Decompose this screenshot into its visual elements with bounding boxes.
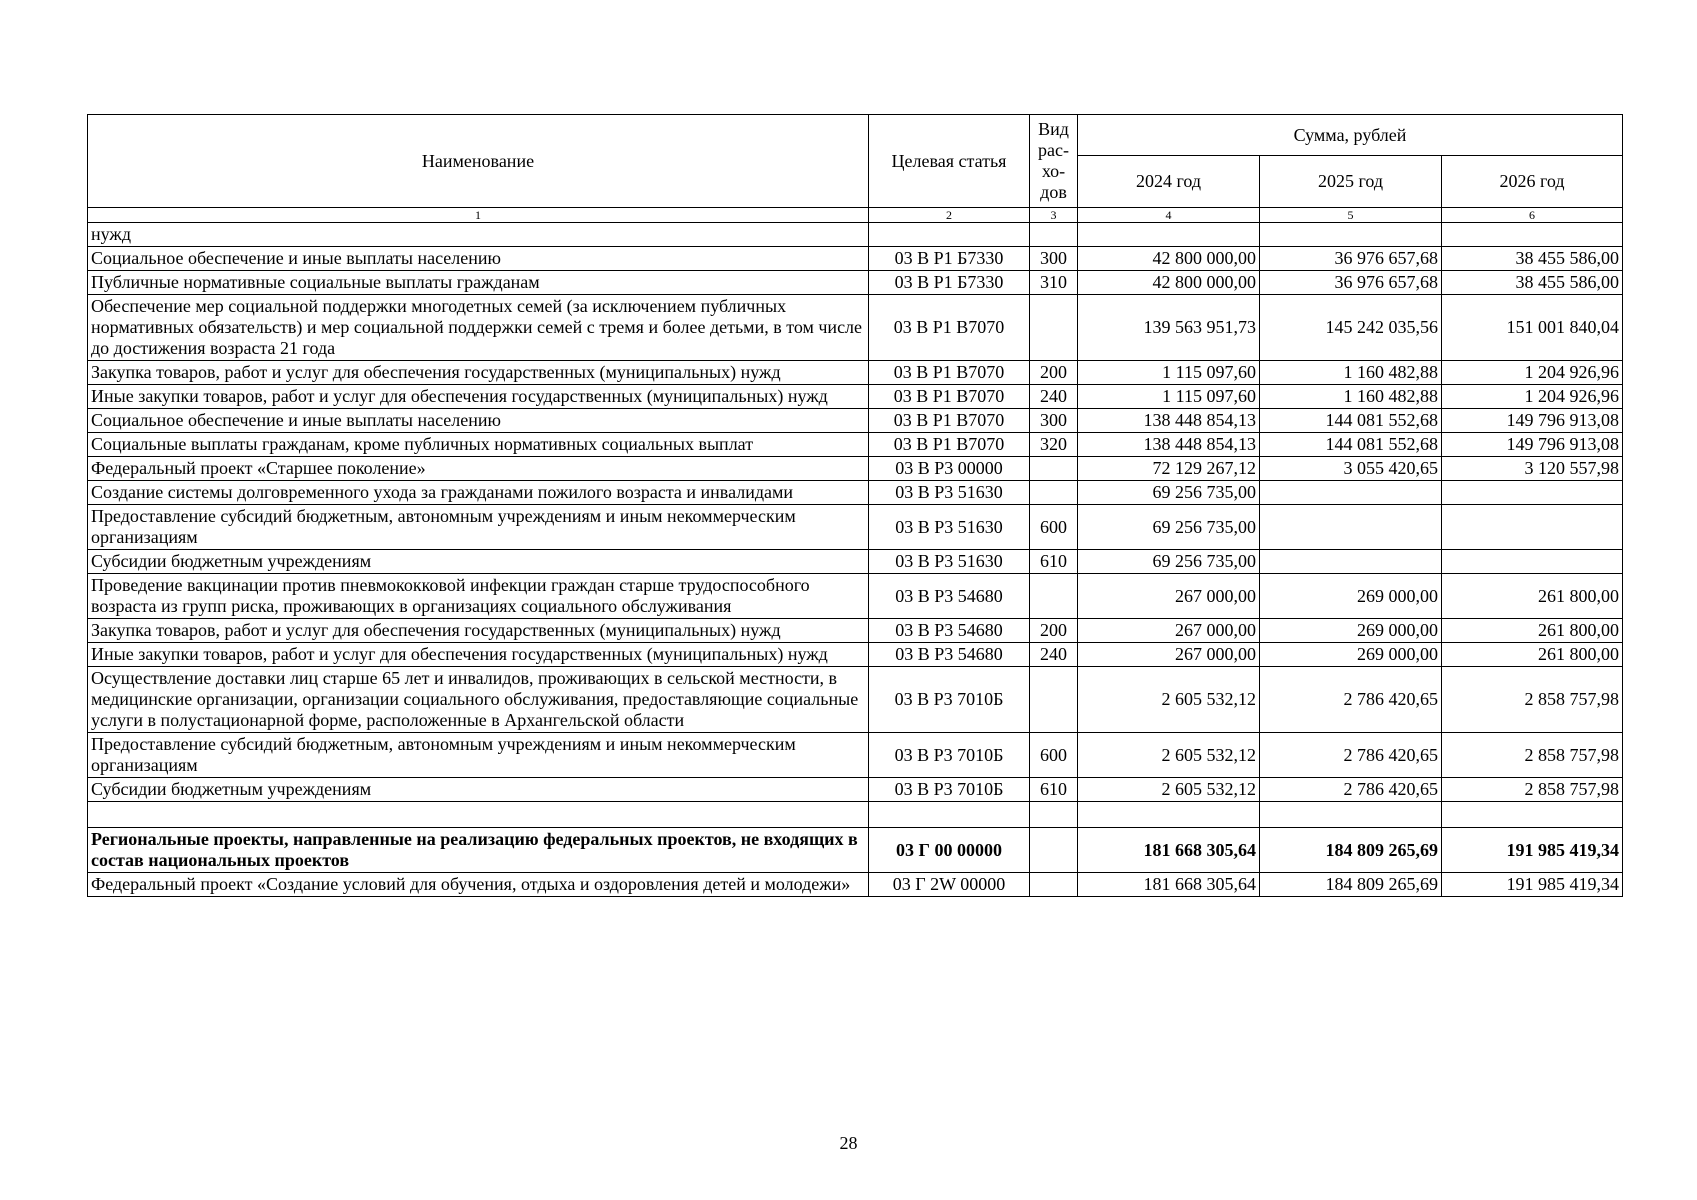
cell-sum-2026: 1 204 926,96 [1442, 385, 1623, 409]
cell-sum-2024: 267 000,00 [1078, 643, 1260, 667]
header-name: Наименование [88, 115, 869, 208]
cell-name: Предоставление субсидий бюджетным, автономным учреждениям и иным некоммерческим организациям [88, 505, 869, 550]
cell-name [88, 802, 869, 828]
cell-name: Социальное обеспечение и иные выплаты населению [88, 409, 869, 433]
cell-sum-2026: 38 455 586,00 [1442, 247, 1623, 271]
cell-name: Субсидии бюджетным учреждениям [88, 778, 869, 802]
header-vid-line1: Вид [1038, 119, 1069, 139]
cell-expense-type: 200 [1030, 361, 1078, 385]
cell-target-code: 03 В Р1 В7070 [869, 295, 1030, 361]
cell-sum-2024: 69 256 735,00 [1078, 481, 1260, 505]
cell-expense-type [1030, 457, 1078, 481]
cell-sum-2026: 191 985 419,34 [1442, 873, 1623, 897]
cell-sum-2026 [1442, 223, 1623, 247]
cell-sum-2024 [1078, 802, 1260, 828]
cell-sum-2024: 2 605 532,12 [1078, 733, 1260, 778]
cell-sum-2024: 138 448 854,13 [1078, 433, 1260, 457]
cell-sum-2025: 36 976 657,68 [1260, 271, 1442, 295]
cell-sum-2024: 138 448 854,13 [1078, 409, 1260, 433]
cell-name: Проведение вакцинации против пневмококковой инфекции граждан старше трудоспособного возраста из групп риска, проживающих в организациях социального обслуживания [88, 574, 869, 619]
cell-sum-2026: 149 796 913,08 [1442, 433, 1623, 457]
cell-sum-2025: 1 160 482,88 [1260, 361, 1442, 385]
cell-sum-2025: 36 976 657,68 [1260, 247, 1442, 271]
cell-target-code: 03 В Р1 В7070 [869, 433, 1030, 457]
cell-sum-2025 [1260, 223, 1442, 247]
cell-expense-type [1030, 873, 1078, 897]
cell-sum-2024: 2 605 532,12 [1078, 778, 1260, 802]
cell-sum-2025 [1260, 802, 1442, 828]
table-row [88, 667, 1623, 733]
cell-name: Социальные выплаты гражданам, кроме публичных нормативных социальных выплат [88, 433, 869, 457]
cell-sum-2024: 1 115 097,60 [1078, 361, 1260, 385]
cell-sum-2025: 144 081 552,68 [1260, 409, 1442, 433]
table-row [88, 457, 1623, 481]
cell-sum-2026: 38 455 586,00 [1442, 271, 1623, 295]
cell-name: Предоставление субсидий бюджетным, автономным учреждениям и иным некоммерческим организациям [88, 733, 869, 778]
table-row [88, 574, 1623, 619]
table-row [88, 643, 1623, 667]
cell-target-code [869, 802, 1030, 828]
cell-name: Иные закупки товаров, работ и услуг для обеспечения государственных (муниципальных) нужд [88, 385, 869, 409]
table-row [88, 619, 1623, 643]
cell-sum-2026: 261 800,00 [1442, 643, 1623, 667]
table-row [88, 481, 1623, 505]
table-row [88, 505, 1623, 550]
cell-target-code: 03 В Р3 7010Б [869, 733, 1030, 778]
cell-expense-type [1030, 802, 1078, 828]
cell-name: Федеральный проект «Старшее поколение» [88, 457, 869, 481]
cell-sum-2026 [1442, 802, 1623, 828]
cell-target-code: 03 В Р3 7010Б [869, 667, 1030, 733]
cell-target-code: 03 В Р1 Б7330 [869, 271, 1030, 295]
header-year-2024: 2024 год [1078, 156, 1260, 208]
cell-target-code: 03 В Р1 Б7330 [869, 247, 1030, 271]
cell-name: Социальное обеспечение и иные выплаты населению [88, 247, 869, 271]
cell-target-code: 03 В Р3 54680 [869, 574, 1030, 619]
cell-target-code: 03 В Р1 В7070 [869, 361, 1030, 385]
table-row [88, 733, 1623, 778]
column-number: 5 [1260, 208, 1442, 223]
cell-sum-2026 [1442, 481, 1623, 505]
cell-expense-type: 600 [1030, 733, 1078, 778]
cell-name: Обеспечение мер социальной поддержки многодетных семей (за исключением публичных нормативных обязательств) и мер социальной поддержки семей с тремя и более детьми, в том числе до достижения возраста 21 года [88, 295, 869, 361]
cell-target-code: 03 В Р1 В7070 [869, 409, 1030, 433]
column-numbers-row [88, 208, 1623, 223]
column-number: 6 [1442, 208, 1623, 223]
table-row [88, 409, 1623, 433]
cell-sum-2026: 2 858 757,98 [1442, 778, 1623, 802]
cell-sum-2026: 3 120 557,98 [1442, 457, 1623, 481]
cell-target-code: 03 В Р3 54680 [869, 619, 1030, 643]
cell-target-code: 03 В Р3 00000 [869, 457, 1030, 481]
cell-name: Иные закупки товаров, работ и услуг для обеспечения государственных (муниципальных) нужд [88, 643, 869, 667]
column-number: 2 [869, 208, 1030, 223]
cell-sum-2025: 2 786 420,65 [1260, 667, 1442, 733]
cell-expense-type: 300 [1030, 247, 1078, 271]
header-sum: Сумма, рублей [1078, 115, 1623, 156]
column-number: 3 [1030, 208, 1078, 223]
column-number: 1 [88, 208, 869, 223]
table-row [88, 271, 1623, 295]
cell-sum-2025 [1260, 481, 1442, 505]
table-row [88, 550, 1623, 574]
cell-sum-2024: 42 800 000,00 [1078, 271, 1260, 295]
cell-expense-type: 610 [1030, 550, 1078, 574]
table-row [88, 295, 1623, 361]
cell-expense-type: 240 [1030, 643, 1078, 667]
cell-target-code: 03 В Р1 В7070 [869, 385, 1030, 409]
cell-name: Осуществление доставки лиц старше 65 лет и инвалидов, проживающих в сельской местности, в медицинские организации, организации социального обслуживания, предоставляющие социальные услуги в полустационарной форме, расположенные в Архангельской области [88, 667, 869, 733]
cell-sum-2024 [1078, 223, 1260, 247]
cell-expense-type: 310 [1030, 271, 1078, 295]
cell-expense-type [1030, 828, 1078, 873]
column-number: 4 [1078, 208, 1260, 223]
table-row [88, 433, 1623, 457]
cell-sum-2025: 269 000,00 [1260, 574, 1442, 619]
cell-sum-2024: 267 000,00 [1078, 574, 1260, 619]
cell-sum-2026: 151 001 840,04 [1442, 295, 1623, 361]
cell-sum-2026: 2 858 757,98 [1442, 667, 1623, 733]
header-year-2025: 2025 год [1260, 156, 1442, 208]
cell-sum-2025: 184 809 265,69 [1260, 828, 1442, 873]
table-body [88, 223, 1623, 897]
table-row [88, 385, 1623, 409]
cell-sum-2026: 261 800,00 [1442, 619, 1623, 643]
cell-sum-2024: 69 256 735,00 [1078, 505, 1260, 550]
cell-expense-type [1030, 667, 1078, 733]
cell-sum-2024: 181 668 305,64 [1078, 828, 1260, 873]
table-row [88, 361, 1623, 385]
header-vid-line3: хо- [1041, 161, 1066, 181]
table-row [88, 247, 1623, 271]
cell-sum-2025: 184 809 265,69 [1260, 873, 1442, 897]
cell-sum-2024: 69 256 735,00 [1078, 550, 1260, 574]
cell-expense-type: 600 [1030, 505, 1078, 550]
cell-sum-2025: 2 786 420,65 [1260, 778, 1442, 802]
cell-sum-2026: 261 800,00 [1442, 574, 1623, 619]
cell-name: Публичные нормативные социальные выплаты гражданам [88, 271, 869, 295]
cell-sum-2024: 72 129 267,12 [1078, 457, 1260, 481]
cell-expense-type [1030, 295, 1078, 361]
header-year-2026: 2026 год [1442, 156, 1623, 208]
cell-sum-2026: 1 204 926,96 [1442, 361, 1623, 385]
cell-target-code: 03 В Р3 51630 [869, 481, 1030, 505]
cell-sum-2024: 139 563 951,73 [1078, 295, 1260, 361]
table-row [88, 802, 1623, 828]
cell-expense-type [1030, 481, 1078, 505]
cell-target-code: 03 Г 00 00000 [869, 828, 1030, 873]
budget-table [87, 114, 1623, 897]
cell-sum-2025 [1260, 550, 1442, 574]
cell-sum-2024: 42 800 000,00 [1078, 247, 1260, 271]
cell-sum-2024: 2 605 532,12 [1078, 667, 1260, 733]
cell-sum-2024: 181 668 305,64 [1078, 873, 1260, 897]
header-vid-line4: дов [1040, 182, 1067, 202]
cell-expense-type: 320 [1030, 433, 1078, 457]
table-row [88, 873, 1623, 897]
cell-sum-2026 [1442, 505, 1623, 550]
table-row [88, 778, 1623, 802]
cell-sum-2026: 149 796 913,08 [1442, 409, 1623, 433]
cell-sum-2024: 1 115 097,60 [1078, 385, 1260, 409]
header-vid-line2: рас- [1038, 140, 1069, 160]
table-header [88, 115, 1623, 223]
cell-target-code: 03 Г 2W 00000 [869, 873, 1030, 897]
header-code: Целевая статья [869, 115, 1030, 208]
cell-name: Закупка товаров, работ и услуг для обеспечения государственных (муниципальных) нужд [88, 361, 869, 385]
cell-name: Создание системы долговременного ухода за гражданами пожилого возраста и инвалидами [88, 481, 869, 505]
cell-name: Закупка товаров, работ и услуг для обеспечения государственных (муниципальных) нужд [88, 619, 869, 643]
cell-name: Региональные проекты, направленные на реализацию федеральных проектов, не входящих в состав национальных проектов [88, 828, 869, 873]
cell-expense-type: 300 [1030, 409, 1078, 433]
cell-sum-2026: 2 858 757,98 [1442, 733, 1623, 778]
cell-sum-2025: 145 242 035,56 [1260, 295, 1442, 361]
cell-name: нужд [88, 223, 869, 247]
cell-target-code: 03 В Р3 54680 [869, 643, 1030, 667]
cell-target-code: 03 В Р3 51630 [869, 550, 1030, 574]
cell-name: Субсидии бюджетным учреждениям [88, 550, 869, 574]
cell-sum-2025 [1260, 505, 1442, 550]
cell-expense-type [1030, 223, 1078, 247]
cell-sum-2026 [1442, 550, 1623, 574]
cell-sum-2025: 3 055 420,65 [1260, 457, 1442, 481]
cell-target-code [869, 223, 1030, 247]
cell-name: Федеральный проект «Создание условий для обучения, отдыха и оздоровления детей и молодежи» [88, 873, 869, 897]
cell-sum-2026: 191 985 419,34 [1442, 828, 1623, 873]
cell-sum-2025: 269 000,00 [1260, 619, 1442, 643]
cell-expense-type: 610 [1030, 778, 1078, 802]
cell-target-code: 03 В Р3 7010Б [869, 778, 1030, 802]
cell-sum-2024: 267 000,00 [1078, 619, 1260, 643]
cell-sum-2025: 1 160 482,88 [1260, 385, 1442, 409]
cell-sum-2025: 2 786 420,65 [1260, 733, 1442, 778]
cell-sum-2025: 144 081 552,68 [1260, 433, 1442, 457]
cell-expense-type [1030, 574, 1078, 619]
cell-expense-type: 200 [1030, 619, 1078, 643]
table-row [88, 223, 1623, 247]
page-number: 28 [839, 1133, 858, 1153]
table-row [88, 828, 1623, 873]
header-vid [1030, 115, 1078, 208]
cell-expense-type: 240 [1030, 385, 1078, 409]
cell-target-code: 03 В Р3 51630 [869, 505, 1030, 550]
cell-sum-2025: 269 000,00 [1260, 643, 1442, 667]
